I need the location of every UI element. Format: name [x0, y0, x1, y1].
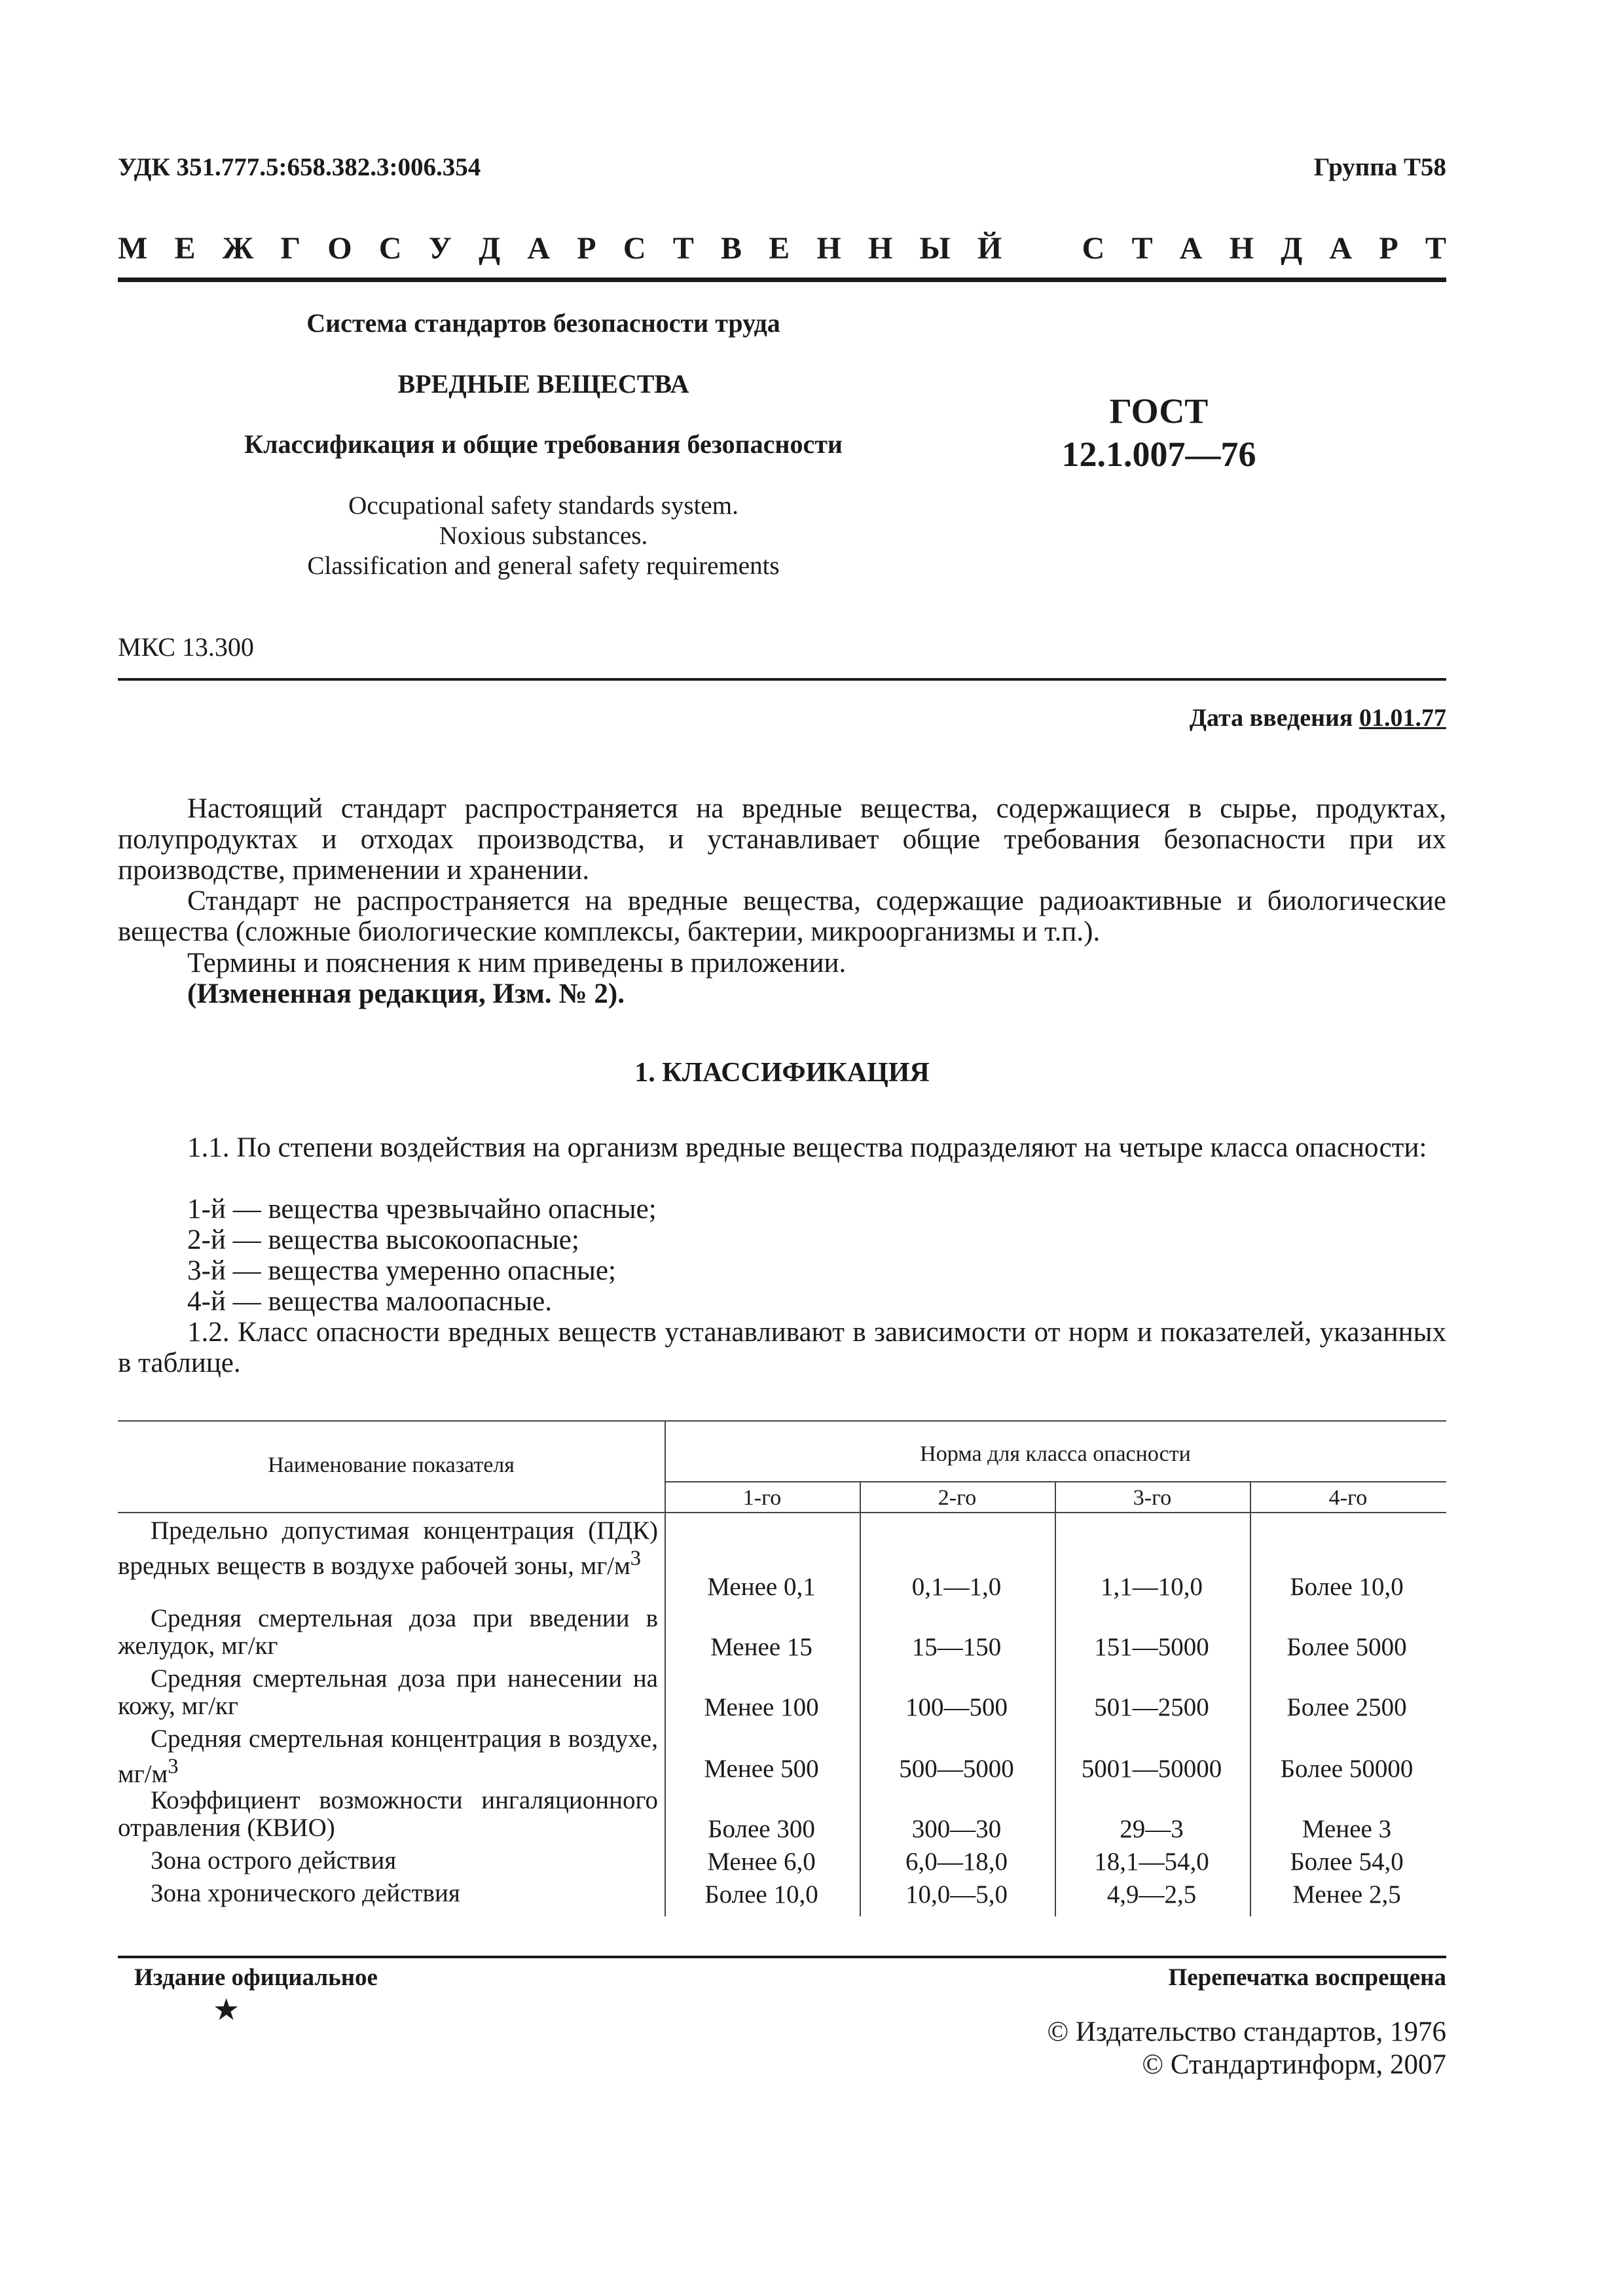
amendment-note: (Измененная редакция, Изм. № 2). — [187, 978, 625, 1009]
table-cell: 18,1—54,0 — [1094, 1848, 1209, 1876]
gost-number — [1021, 389, 1296, 476]
banner-letter: Ж — [222, 231, 254, 266]
banner-letter: Е — [174, 231, 196, 266]
table-row — [118, 1880, 1446, 1909]
banner-letter: Т — [1425, 231, 1446, 266]
reprint-notice: Перепечатка воспрещена — [1168, 1964, 1446, 1991]
table-cell: 10,0—5,0 — [905, 1880, 1008, 1909]
hazard-class-item: 2-й — вещества высокоопасные; — [187, 1225, 579, 1255]
copyright-block — [1047, 2016, 1446, 2081]
table-cell: 6,0—18,0 — [905, 1848, 1008, 1876]
table-cell: Менее 6,0 — [707, 1848, 816, 1876]
intro-paragraph-1: Настоящий стандарт распространяется на вредные вещества, содержащиеся в сырье, продуктах, полупродуктах и отходах производства, и устанавливает общие требования безопасности при их производстве, применении и хранении. — [118, 793, 1446, 886]
banner-letter: Й — [977, 231, 1002, 266]
table-cell: Более 300 — [708, 1815, 815, 1843]
english-title-line: Occupational safety standards system. — [348, 492, 739, 520]
banner-letter: Д — [1281, 231, 1303, 266]
indicator-text: Зона острого действия — [151, 1846, 397, 1874]
gost-label: ГОСТ — [1109, 391, 1209, 431]
unit-superscript: 3 — [630, 1547, 642, 1570]
mks-code: МКС 13.300 — [118, 632, 254, 662]
column-header-class: 1-го — [742, 1486, 782, 1510]
indicator-text: Средняя смертельная доза при введении в желудок, мг/кг — [118, 1604, 658, 1660]
banner-letter: В — [720, 231, 742, 266]
indicator-text: Предельно допустимая концентрация (ПДК) вредных веществ в воздухе рабочей зоны, мг/м — [118, 1516, 658, 1580]
indicator-name — [118, 1880, 658, 1907]
table-cell: 300—30 — [911, 1815, 1002, 1843]
banner-letter: А — [1329, 231, 1353, 266]
classification-title: Классификация и общие требования безопасности — [244, 429, 843, 459]
table-cell: Менее 500 — [704, 1755, 819, 1783]
date-value: 01.01.77 — [1359, 704, 1446, 732]
indicator-name — [118, 1605, 658, 1660]
banner-letter: Н — [1229, 231, 1254, 266]
english-title-line: Classification and general safety requirements — [307, 552, 780, 580]
table-cell: 501—2500 — [1094, 1693, 1209, 1721]
table-cell: 151—5000 — [1094, 1633, 1209, 1661]
banner-letter: Е — [769, 231, 790, 266]
table-cell: Менее 2,5 — [1292, 1880, 1401, 1909]
intro-paragraph-3: Термины и пояснения к ним приведены в приложении. — [187, 948, 847, 978]
indicator-name — [118, 1787, 658, 1842]
hazard-class-item: 3-й — вещества умеренно опасные; — [187, 1255, 616, 1286]
table-header-bottom-rule — [118, 1512, 1446, 1513]
banner-letter: У — [428, 231, 452, 266]
intro-paragraph-2: Стандарт не распространяется на вредные вещества, содержащие радиоактивные и биологические вещества (сложные биологические комплексы, бактерии, микроорганизмы и т.п.). — [118, 886, 1446, 947]
column-header-class: 3-го — [1133, 1486, 1172, 1510]
copyright-line: © Издательство стандартов, 1976 — [1047, 2017, 1446, 2047]
table-row — [118, 1787, 1446, 1843]
copyright-line: © Стандартинформ, 2007 — [1142, 2049, 1446, 2080]
header-rule — [118, 278, 1446, 282]
table-cell: 5001—50000 — [1081, 1755, 1222, 1783]
unit-superscript: 3 — [168, 1755, 179, 1778]
banner-letter: Р — [577, 231, 596, 266]
table-row — [118, 1725, 1446, 1788]
table-cell: 500—5000 — [899, 1755, 1014, 1783]
indicator-text: Средняя смертельная концентрация в воздухе, мг/м — [118, 1725, 658, 1788]
column-header-class: 4-го — [1328, 1486, 1368, 1510]
english-title-line: Noxious substances. — [439, 522, 648, 550]
banner-letter: Ы — [919, 231, 951, 266]
banner-letter: А — [527, 231, 551, 266]
table-row — [118, 1847, 1446, 1876]
effective-date — [1190, 704, 1446, 732]
star-icon: ★ — [213, 1993, 240, 2026]
indicator-name — [118, 1725, 658, 1788]
banner-letter: С — [623, 231, 646, 266]
udk-code: УДК 351.777.5:658.382.3:006.354 — [118, 153, 481, 181]
title-rule — [118, 678, 1446, 681]
table-cell: 0,1—1,0 — [911, 1573, 1002, 1601]
column-header-class: 2-го — [938, 1486, 977, 1510]
indicator-name — [118, 1847, 658, 1874]
footer-rule — [118, 1956, 1446, 1958]
banner-letter: Н — [816, 231, 841, 266]
banner-letter: А — [1179, 231, 1203, 266]
table-cell: Более 10,0 — [704, 1880, 818, 1909]
clause-1-2: 1.2. Класс опасности вредных веществ устанавливают в зависимости от норм и показателей, указанных в таблице. — [118, 1317, 1446, 1378]
table-cell: Менее 15 — [710, 1633, 812, 1661]
interstate-standard-banner — [118, 229, 1446, 268]
banner-letter: Т — [672, 231, 694, 266]
table-cell: 4,9—2,5 — [1106, 1880, 1197, 1909]
table-cell: Более 5000 — [1286, 1633, 1407, 1661]
banner-letter: Р — [1379, 231, 1398, 266]
table-cell: 15—150 — [911, 1633, 1002, 1661]
table-cell: Менее 0,1 — [707, 1573, 816, 1601]
english-title — [118, 491, 969, 581]
indicator-text: Зона хронического действия — [151, 1879, 460, 1907]
section-heading: 1. КЛАССИФИКАЦИЯ — [634, 1058, 930, 1088]
banner-letter: М — [118, 231, 148, 266]
indicator-text: Средняя смертельная доза при нанесении на кожу, мг/кг — [118, 1664, 658, 1720]
table-cell: Менее 3 — [1302, 1815, 1392, 1843]
table-cell: Более 54,0 — [1290, 1848, 1404, 1876]
clause-1-1: 1.1. По степени воздействия на организм вредные вещества подразделяют на четыре класса опасности: — [187, 1132, 1427, 1163]
standards-system-title: Система стандартов безопасности труда — [306, 308, 780, 338]
column-header-indicator: Наименование показателя — [268, 1453, 515, 1477]
banner-letter: О — [327, 231, 352, 266]
table-cell: Более 2500 — [1286, 1693, 1407, 1721]
banner-letter: Т — [1131, 231, 1153, 266]
table-row — [118, 1605, 1446, 1661]
banner-letter: С — [1082, 231, 1105, 266]
hazard-class-item: 1-й — вещества чрезвычайно опасные; — [187, 1194, 657, 1225]
gost-code: 12.1.007—76 — [1061, 435, 1256, 474]
hazard-class-item: 4-й — вещества малоопасные. — [187, 1286, 552, 1317]
subject-title: ВРЕДНЫЕ ВЕЩЕСТВА — [397, 369, 689, 399]
column-header-norm: Норма для класса опасности — [920, 1442, 1191, 1466]
banner-letter: Г — [280, 231, 301, 266]
table-cell: Менее 100 — [704, 1693, 819, 1721]
indicator-name — [118, 1517, 658, 1580]
table-row — [118, 1665, 1446, 1721]
banner-letter: Д — [479, 231, 501, 266]
indicator-text: Коэффициент возможности ингаляционного отравления (КВИО) — [118, 1786, 658, 1842]
table-top-rule — [118, 1420, 1446, 1422]
table-cell: 29—3 — [1120, 1815, 1184, 1843]
official-edition: Издание официальное — [134, 1964, 378, 1991]
banner-letter: С — [378, 231, 402, 266]
table-cell: 1,1—10,0 — [1101, 1573, 1203, 1601]
group-code: Группа Т58 — [1313, 153, 1446, 181]
table-cell: 100—500 — [905, 1693, 1008, 1721]
table-row — [118, 1517, 1446, 1601]
date-label: Дата введения — [1189, 704, 1359, 732]
table-cell: Более 50000 — [1280, 1755, 1413, 1783]
banner-letter: Н — [867, 231, 893, 266]
banner-gap — [1029, 229, 1055, 268]
table-cell: Более 10,0 — [1290, 1573, 1404, 1601]
indicator-name — [118, 1665, 658, 1720]
